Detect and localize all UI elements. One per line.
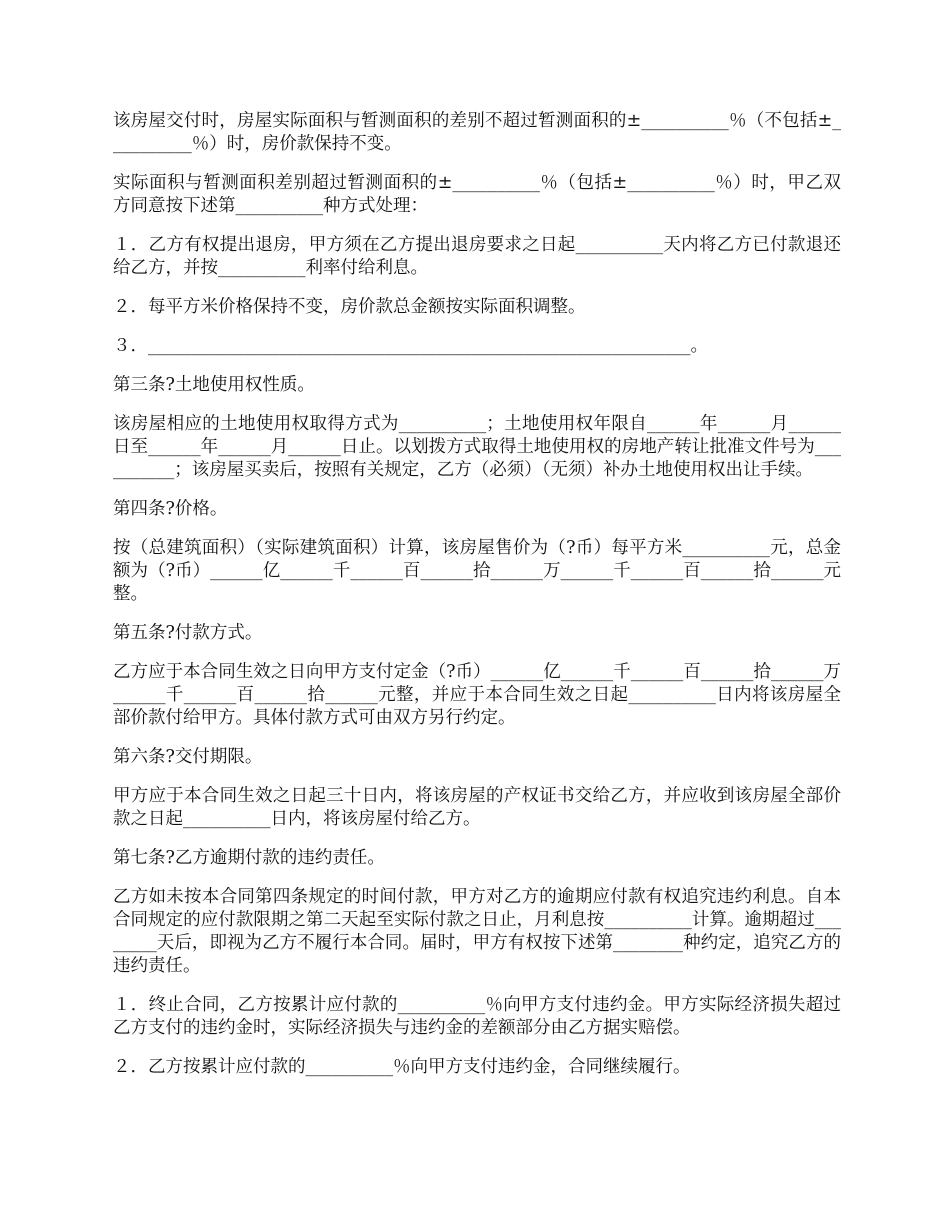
paragraph-area-excess: 实际面积与暂测面积差别超过暂测面积的±__________％（包括±__________％）时，甲乙双方同意按下述第__________种方式处理：: [113, 173, 841, 216]
paragraph-option-2: ２．每平方米价格保持不变，房价款总金额按实际面积调整。: [113, 297, 586, 317]
heading-article-3: 第三条?土地使用权性质。: [113, 375, 315, 395]
paragraph-payment: 乙方应于本合同生效之日向甲方支付定金（?币）______亿______千______百______拾______万______千______百______拾______元整，并应于本合同生效之日起__________日内将该房屋全部价款付给甲方。具体付款方式可由双方另行约定。: [113, 662, 841, 728]
paragraph-delivery: 甲方应于本合同生效之日起三十日内，将该房屋的产权证书交给乙方，并应收到该房屋全部价款之日起__________日内，将该房屋付给乙方。: [113, 786, 841, 829]
paragraph-late-payment: 乙方如未按本合同第四条规定的时间付款，甲方对乙方的逾期应付款有权追究违约利息。自本合同规定的应付款限期之第二天起至实际付款之日止，月利息按__________计算。逾期超过________天后，即视为乙方不履行本合同。届时，甲方有权按下述第________种约定，追究乙方的违约责任。: [113, 887, 841, 976]
paragraph-option-1: １．乙方有权提出退房，甲方须在乙方提出退房要求之日起__________天内将乙方已付款退还给乙方，并按__________利率付给利息。: [113, 235, 841, 278]
paragraph-price: 按（总建筑面积）（实际建筑面积）计算，该房屋售价为（?币）每平方米__________元，总金额为（?币）______亿______千______百______拾______万______千______百______拾______元整。: [113, 538, 841, 604]
paragraph-penalty-2: ２．乙方按累计应付款的__________％向甲方支付违约金，合同继续履行。: [113, 1057, 691, 1077]
paragraph-area-tolerance: 该房屋交付时，房屋实际面积与暂测面积的差别不超过暂测面积的±__________％（不包括±__________％）时，房价款保持不变。: [113, 111, 841, 154]
document-body: [113, 110, 841, 1095]
paragraph-penalty-1: １．终止合同，乙方按累计应付款的__________％向甲方支付违约金。甲方实际经济损失超过乙方支付的违约金时，实际经济损失与违约金的差额部分由乙方据实赔偿。: [113, 995, 841, 1038]
paragraph-option-3: ３．______________________________________________________________。: [113, 336, 708, 356]
heading-article-7: 第七条?乙方逾期付款的违约责任。: [113, 848, 385, 868]
heading-article-6: 第六条?交付期限。: [113, 747, 263, 767]
heading-article-4: 第四条?价格。: [113, 499, 228, 519]
heading-article-5: 第五条?付款方式。: [113, 623, 263, 643]
paragraph-land-use: 该房屋相应的土地使用权取得方式为__________；土地使用权年限自______年______月______日至______年______月______日止。以划拨方式取得土地使用权的房地产转让批准文件号为__________；该房屋买卖后，按照有关规定，乙方（必须）（无须）补办土地使用权出让手续。: [113, 414, 841, 480]
